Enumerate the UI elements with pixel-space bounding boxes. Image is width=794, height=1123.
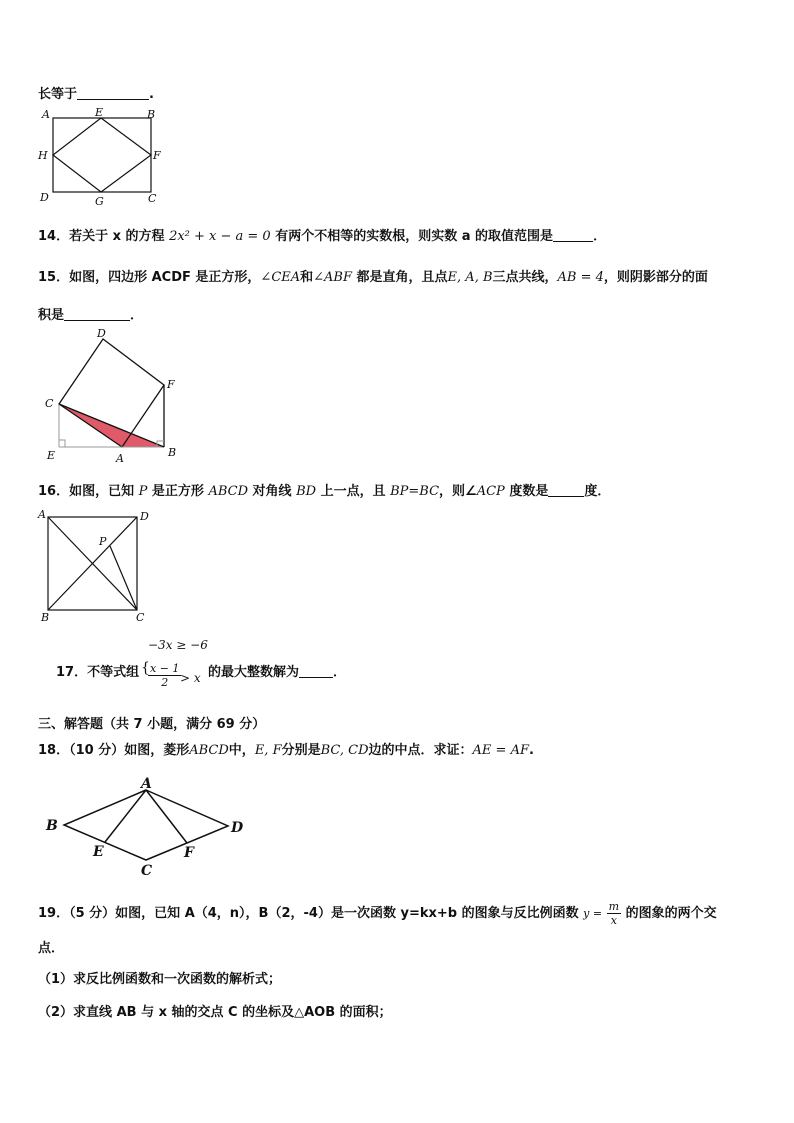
rectangle-abcd — [53, 118, 151, 192]
q19-number: 19． — [38, 906, 70, 921]
label-c: C — [136, 611, 145, 624]
q15-p4: 三点共线， — [492, 270, 558, 285]
q19-sub2: （2）求直线 AB 与 x 轴的交点 C 的坐标及△AOB 的面积； — [38, 1005, 392, 1020]
label-d: D — [140, 510, 149, 523]
q16-m1: P — [138, 484, 148, 499]
label-e: E — [95, 106, 104, 119]
q16-p4: 上一点，且 — [316, 484, 391, 499]
q18-number: 18． — [38, 743, 70, 758]
q19-p2: 的图象的两个交 — [621, 906, 717, 921]
label-a: A — [141, 776, 152, 792]
q15-p1: 如图，四边形 ACDF 是正方形， — [69, 270, 261, 285]
label-b: B — [168, 446, 177, 459]
q14-post: 有两个不相等的实数根，则实数 a 的取值范围是 — [275, 229, 554, 244]
q15-line2 — [38, 304, 143, 323]
q18-p2: 中， — [228, 743, 255, 758]
label-a: A — [42, 108, 50, 121]
label-p: P — [99, 535, 107, 548]
label-f: F — [153, 149, 161, 162]
label-h: H — [38, 149, 48, 162]
q19-sub1: （1）求反比例函数和一次函数的解析式； — [38, 972, 282, 987]
q14-pre: 若关于 x 的方程 — [69, 229, 165, 244]
q18-m3: BC, CD — [320, 743, 369, 758]
q18-points: （10 分） — [69, 743, 125, 758]
q15-end: ． — [130, 308, 144, 323]
label-e: E — [47, 449, 56, 462]
answer-blank — [64, 308, 130, 321]
label-d: D — [40, 191, 49, 204]
q16-end: 度． — [584, 484, 611, 499]
q15-number: 15． — [38, 270, 70, 285]
q17-gt: > x — [180, 671, 201, 685]
q17-post: 的最大整数解为 — [208, 665, 300, 680]
q15-p5: ，则阴影部分的面 — [603, 270, 708, 285]
label-d: D — [231, 820, 244, 836]
q18-m4: AE = AF — [472, 743, 529, 758]
segment-pc — [110, 546, 137, 610]
q17-number: 17． — [56, 665, 88, 680]
q18-m2: E, F — [254, 743, 282, 758]
q17-text — [56, 661, 139, 680]
q15-line2-text: 积是 — [38, 308, 65, 323]
q19-frac-den: x — [610, 914, 617, 927]
label-d: D — [97, 327, 106, 340]
label-c: C — [148, 192, 157, 205]
figure-15 — [40, 326, 190, 466]
label-g: G — [95, 195, 104, 208]
label-c: C — [45, 397, 54, 410]
q16-m3: BD — [296, 484, 317, 499]
q18-line — [38, 739, 534, 758]
q18-p3: 分别是 — [281, 743, 321, 758]
label-b: B — [41, 611, 50, 624]
label-a: A — [38, 508, 46, 521]
q17-pre: 不等式组 — [87, 665, 140, 680]
q13-line — [38, 83, 154, 102]
label-b: B — [46, 818, 58, 834]
q14-equation: 2x² + x − a = 0 — [169, 229, 271, 244]
q15-m2: ∠ABF — [313, 270, 353, 285]
label-f: F — [184, 845, 194, 861]
q19-fraction — [607, 900, 621, 927]
q17-brace: { — [141, 660, 150, 676]
q16-m2: ABCD — [208, 484, 248, 499]
q19-line2: 点． — [38, 941, 65, 956]
answer-blank — [553, 229, 593, 242]
q14-line — [38, 225, 606, 244]
label-c: C — [141, 863, 153, 879]
label-f: F — [167, 378, 175, 391]
q17-tail — [208, 661, 346, 680]
q17-frac-den: 2 — [161, 676, 169, 689]
segment-af — [146, 790, 187, 843]
q18-m1: ABCD — [189, 743, 229, 758]
q19-points: （5 分） — [69, 906, 116, 921]
figure-18 — [40, 770, 260, 880]
figure-13 — [34, 104, 174, 208]
q16-number: 16． — [38, 484, 70, 499]
q16-p6: 度数是 — [504, 484, 549, 499]
q15-line1 — [38, 266, 708, 285]
q17-ineq1: −3x ≥ −6 — [148, 638, 208, 652]
q14-number: 14． — [38, 229, 70, 244]
answer-blank — [77, 87, 149, 100]
q18-p1: 如图，菱形 — [124, 743, 190, 758]
answer-blank — [548, 484, 584, 497]
q17-end: ． — [333, 665, 347, 680]
label-b: B — [147, 108, 156, 121]
q15-m3: E, A, B — [447, 270, 493, 285]
q16-p5: ，则∠ — [439, 484, 477, 499]
q16-p1: 如图，已知 — [69, 484, 139, 499]
q16-line — [38, 480, 610, 499]
section-heading: 三、解答题（共 7 小题，满分 69 分） — [38, 717, 266, 732]
q17-fraction — [148, 662, 181, 689]
figure-16 — [34, 506, 164, 626]
rhombus-efgh — [53, 118, 151, 192]
q15-m4: AB = 4 — [557, 270, 604, 285]
q19-line1 — [38, 900, 717, 927]
q19-frac-num: m — [608, 900, 620, 913]
q16-p2: 是正方形 — [147, 484, 209, 499]
q15-p2: 和 — [300, 270, 314, 285]
q15-m1: ∠CEA — [260, 270, 301, 285]
q14-end: ． — [593, 229, 607, 244]
segment-ae — [105, 790, 146, 842]
label-a: A — [116, 452, 124, 465]
q16-m5: ACP — [476, 484, 505, 499]
q18-end: . — [529, 743, 534, 758]
q17-block — [56, 638, 416, 704]
label-e: E — [93, 844, 104, 860]
q15-p3: 都是直角，且点 — [352, 270, 448, 285]
rhombus-abcd — [64, 790, 228, 860]
q19-yeq: y = — [583, 907, 603, 920]
answer-blank — [299, 665, 333, 678]
q13-text: 长等于 — [38, 87, 78, 102]
q16-p3: 对角线 — [248, 484, 297, 499]
q18-p4: 边的中点．求证： — [368, 743, 473, 758]
q16-m4: BP=BC — [390, 484, 440, 499]
q13-end: . — [149, 87, 154, 102]
right-angle-e — [59, 440, 65, 447]
q17-frac-num: x − 1 — [150, 662, 180, 675]
q19-p1: 如图，已知 A（4，n），B（2，-4）是一次函数 y=kx+b 的图象与反比例函数 — [115, 906, 579, 921]
